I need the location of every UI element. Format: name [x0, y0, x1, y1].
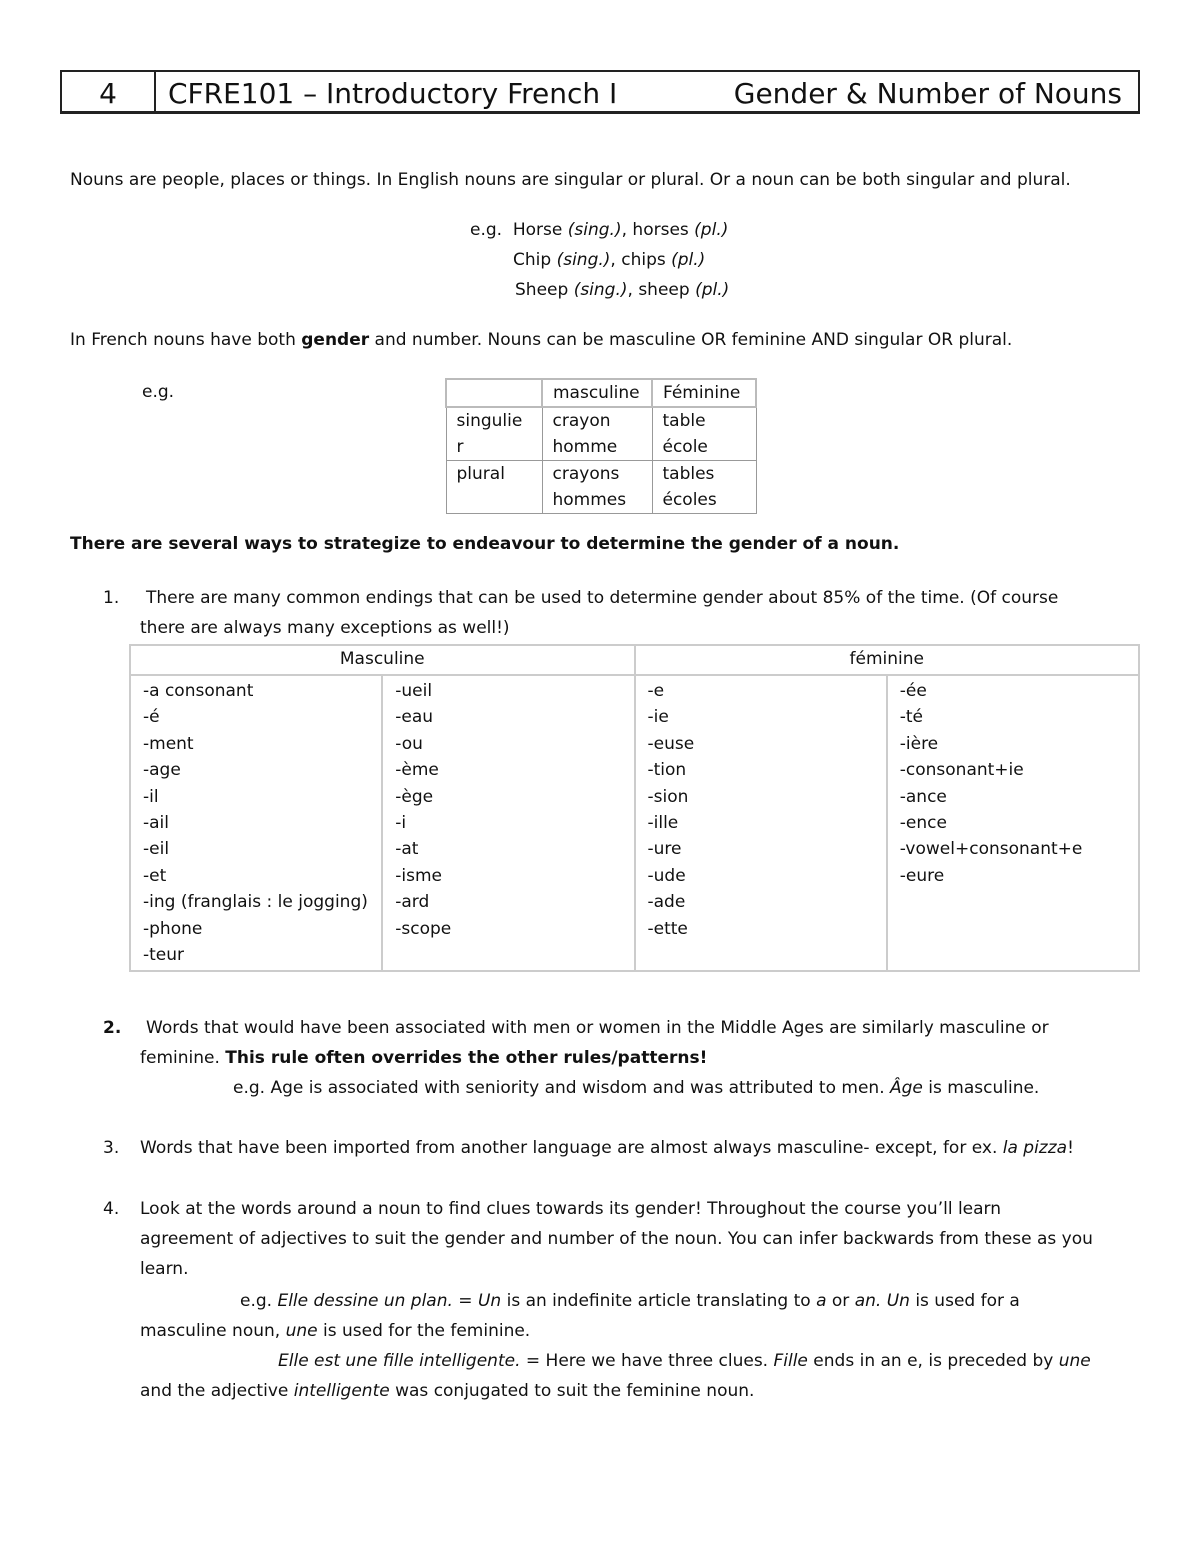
topic-title: Gender & Number of Nouns: [733, 77, 1122, 110]
endings-table: [129, 644, 1140, 972]
ending: -i: [395, 812, 407, 833]
text-run: =: [452, 1291, 478, 1311]
ending: -eil: [143, 839, 170, 860]
noun: écoles: [662, 490, 717, 510]
table-row: [446, 379, 756, 407]
example-tag: (sing.): [567, 220, 622, 240]
item-number: 1.: [103, 588, 120, 608]
example-line-sheep: Sheep (sing.), sheep (pl.): [515, 280, 730, 300]
table-row: [446, 407, 756, 461]
ending: -ade: [647, 892, 686, 913]
noun: tables: [662, 464, 715, 484]
ending: -ie: [647, 707, 669, 728]
text-run: or: [826, 1291, 855, 1311]
ending: -ou: [395, 733, 423, 754]
eg-label: e.g.: [240, 1291, 278, 1311]
table-header-cell: Féminine: [652, 379, 756, 407]
item4-example1-line1: [240, 1292, 1020, 1312]
item2-example: [233, 1079, 1039, 1099]
masculine-header: Masculine: [130, 645, 635, 675]
italic-text: Fille: [773, 1351, 808, 1371]
italic-text: Un: [477, 1291, 502, 1311]
item4-line3: learn.: [140, 1259, 189, 1279]
ending: -teur: [143, 944, 185, 965]
ending: -ing (franglais : le jogging): [143, 892, 368, 913]
italic-text: Âge: [890, 1078, 923, 1098]
ending: -ence: [899, 812, 947, 833]
ending: -ure: [647, 839, 682, 860]
page-number: 4: [62, 72, 156, 111]
item4-example1-line2: [140, 1322, 530, 1342]
ending: -a consonant: [143, 681, 254, 701]
example-tag: (pl.): [694, 220, 729, 240]
example-tag: (sing.): [556, 250, 611, 270]
text-run: Words that have been imported from another language are almost always masculine- except, for ex.: [140, 1138, 1003, 1158]
text-run: feminine.: [140, 1048, 226, 1068]
ending: -isme: [395, 865, 442, 886]
ending: -ème: [395, 760, 439, 781]
ending: -consonant+ie: [899, 760, 1024, 781]
ending: -ière: [899, 733, 939, 754]
text-run: !: [1067, 1138, 1074, 1158]
text-run: e.g. Age is associated with seniority and wisdom and was attributed to men.: [233, 1078, 891, 1098]
feminine-header: féminine: [635, 645, 1140, 675]
text-run: = Here we have three clues.: [520, 1351, 774, 1371]
italic-text: une: [285, 1321, 318, 1341]
table-cell: [652, 461, 756, 514]
ending: -ail: [143, 812, 169, 833]
ending: -ée: [899, 681, 927, 701]
italic-text: a: [816, 1291, 827, 1311]
item2-line2: [140, 1049, 707, 1069]
course-title: CFRE101 – Introductory French I: [168, 77, 618, 110]
item4-line1: Look at the words around a noun to find clues towards its gender! Throughout the course you’ll learn: [140, 1199, 1002, 1219]
example-tag: (sing.): [573, 280, 628, 300]
ending: -ard: [395, 892, 430, 913]
text-run: is an indefinite article translating to: [501, 1291, 817, 1311]
text-run: is used for the feminine.: [317, 1321, 531, 1341]
ending: -ueil: [395, 681, 433, 701]
ending: -phone: [143, 918, 203, 939]
example-word: Chip: [513, 250, 552, 270]
noun: hommes: [552, 490, 627, 510]
item-number: 4.: [103, 1199, 120, 1219]
noun: homme: [552, 437, 618, 457]
item4-line2: agreement of adjectives to suit the gender and number of the noun. You can infer backwards from these as you: [140, 1229, 1093, 1249]
ending: -ude: [647, 865, 686, 886]
ending: -é: [143, 707, 160, 728]
table-cell: [652, 407, 756, 461]
text-run: was conjugated to suit the feminine noun.: [389, 1381, 755, 1401]
masculine-endings-col2: [382, 675, 634, 971]
page-header: [60, 70, 1140, 114]
item-number: 2.: [103, 1018, 122, 1038]
example-word: chips: [621, 250, 666, 270]
table-header-cell: masculine: [542, 379, 652, 407]
ending: -at: [395, 839, 419, 860]
italic-text: une: [1058, 1351, 1091, 1371]
table-cell: [542, 461, 652, 514]
italic-text: Un: [886, 1291, 910, 1311]
ending: -ège: [395, 786, 434, 807]
table-row: [130, 675, 1139, 971]
ending: -et: [143, 865, 167, 886]
masculine-endings-col1: [130, 675, 382, 971]
ending: -eure: [899, 865, 945, 886]
item4-example2-line1: [278, 1352, 1091, 1372]
example-word: Sheep: [515, 280, 569, 300]
ending: -e: [647, 681, 665, 701]
noun: crayons: [552, 464, 620, 484]
ending: -scope: [395, 918, 452, 939]
ending: -vowel+consonant+e: [899, 839, 1083, 860]
example-word: Horse: [512, 220, 563, 240]
noun: crayon: [552, 411, 611, 431]
french-intro-paragraph: [70, 331, 1012, 351]
ending: -sion: [647, 786, 689, 807]
noun: table: [662, 411, 706, 431]
item3-text: [140, 1139, 1074, 1159]
feminine-endings-col1: [635, 675, 887, 971]
strategies-heading: There are several ways to strategize to endeavour to determine the gender of a noun.: [70, 534, 900, 554]
ending: -ille: [647, 812, 679, 833]
bold-text: gender: [301, 330, 370, 350]
example-word: sheep: [638, 280, 690, 300]
text-run: In French nouns have both: [70, 330, 302, 350]
ending: -ette: [647, 918, 688, 939]
ending: -euse: [647, 733, 695, 754]
example-line-chip: Chip (sing.), chips (pl.): [513, 250, 706, 270]
ending: -té: [899, 707, 924, 728]
table-row-label: [446, 461, 542, 514]
table-row: [446, 461, 756, 514]
ending: -eau: [395, 707, 434, 728]
text-run: masculine noun,: [140, 1321, 286, 1341]
table-row-label: [446, 407, 542, 461]
table-header-cell: [446, 379, 542, 407]
item2-line1: Words that would have been associated with men or women in the Middle Ages are similarly masculine or: [146, 1018, 1049, 1038]
eg-label: e.g.: [470, 220, 503, 240]
ending: -il: [143, 786, 159, 807]
label-line: plural: [456, 464, 505, 484]
intro-paragraph: Nouns are people, places or things. In English nouns are singular or plural. Or a noun can be both singular and plural.: [70, 170, 1071, 190]
text-run: and number. Nouns can be masculine OR feminine AND singular OR plural.: [369, 330, 1013, 350]
text-run: is used for a: [909, 1291, 1020, 1311]
italic-text: an.: [854, 1291, 882, 1311]
item1-line1: There are many common endings that can be used to determine gender about 85% of the time. (Of course: [146, 588, 1059, 608]
gender-table-eg-label: e.g.: [142, 382, 175, 402]
italic-text: la pizza: [1002, 1138, 1068, 1158]
text-run: and the adjective: [140, 1381, 294, 1401]
italic-text: intelligente: [293, 1381, 390, 1401]
ending: -age: [143, 760, 181, 781]
noun: école: [662, 437, 708, 457]
label-line: singulie: [456, 411, 523, 431]
example-tag: (pl.): [695, 280, 730, 300]
item4-example2-line2: [140, 1382, 754, 1402]
gender-number-table: [445, 378, 757, 514]
bold-text: This rule often overrides the other rules/patterns!: [225, 1048, 708, 1068]
ending: -ment: [143, 733, 194, 754]
text-run: is masculine.: [922, 1078, 1040, 1098]
example-line-horse: e.g. Horse (sing.), horses (pl.): [470, 220, 729, 240]
text-run: ends in an e, is preceded by: [807, 1351, 1059, 1371]
item1-line2: there are always many exceptions as well!): [140, 618, 510, 638]
example-tag: (pl.): [671, 250, 706, 270]
item-number: 3.: [103, 1138, 120, 1158]
ending: -tion: [647, 760, 687, 781]
italic-text: Elle est une fille intelligente.: [278, 1351, 521, 1371]
table-cell: [542, 407, 652, 461]
feminine-endings-col2: [887, 675, 1139, 971]
table-row: [130, 645, 1139, 675]
ending: -ance: [899, 786, 947, 807]
example-word: horses: [632, 220, 689, 240]
label-line: r: [456, 437, 464, 457]
italic-text: Elle dessine un plan.: [277, 1291, 453, 1311]
